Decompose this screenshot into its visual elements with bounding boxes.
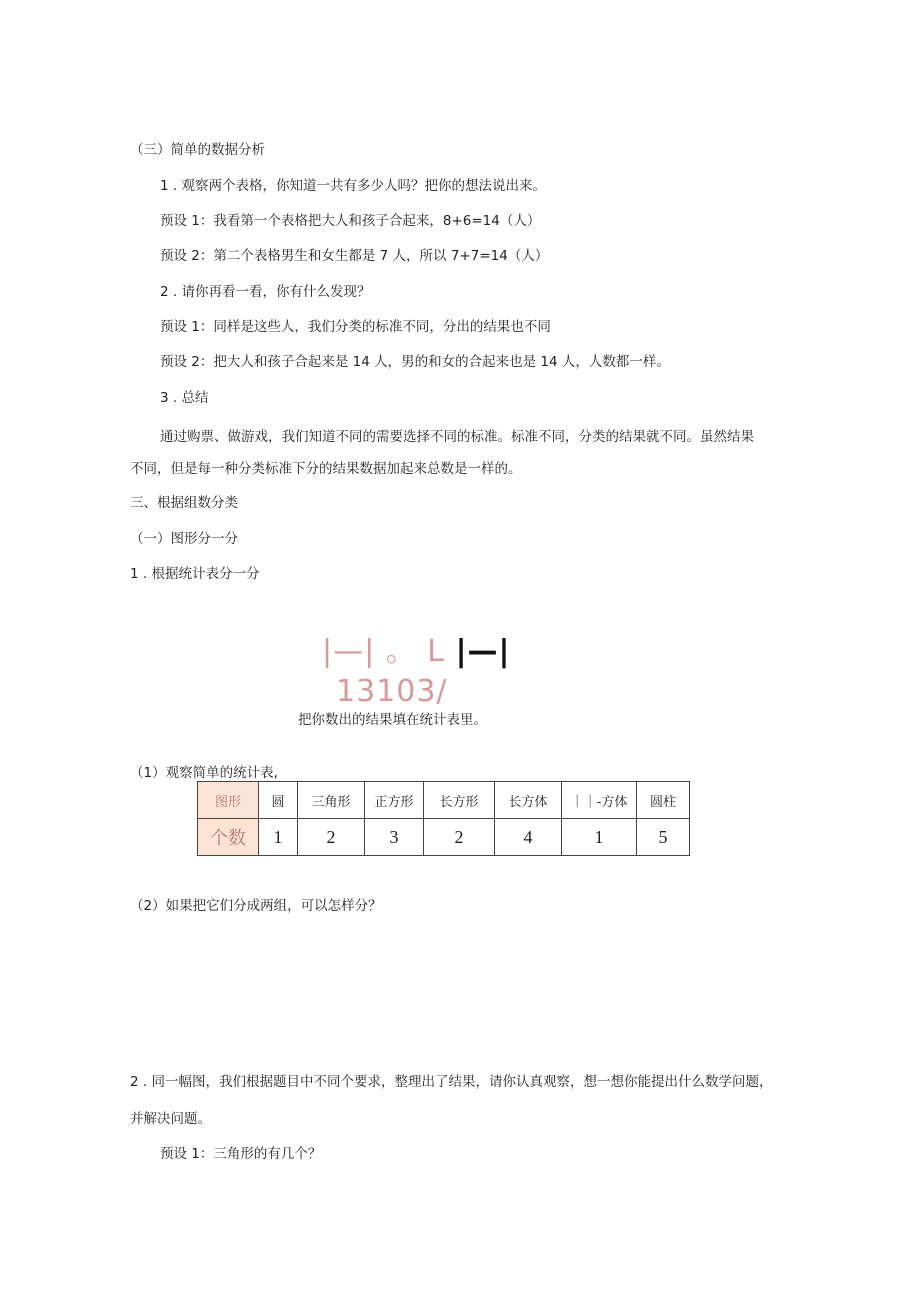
table-cell-cuboid: 长方体 bbox=[495, 782, 562, 819]
table-cell-count: 1 bbox=[562, 819, 637, 856]
chapter-heading: 三、根据组数分类 bbox=[130, 495, 238, 511]
table-cell-square: 正方形 bbox=[365, 782, 424, 819]
figure-text-part-3: 13103/ bbox=[336, 674, 448, 709]
table-intro: （1）观察简单的统计表, bbox=[130, 765, 278, 781]
shapes-figure bbox=[322, 632, 622, 709]
summary-paragraph-line-2: 不同，但是每一种分类标准下分的结果数据加起来总数是一样的。 bbox=[130, 461, 522, 477]
summary-paragraph-line-1: 通过购票、做游戏，我们知道不同的需要选择不同的标准。标准不同，分类的结果就不同。虽然结果 bbox=[160, 429, 754, 445]
table-cell-count: 4 bbox=[495, 819, 562, 856]
table-header-row bbox=[198, 782, 690, 819]
subsection-heading: （一）图形分一分 bbox=[130, 531, 238, 547]
summary-heading: 3 . 总结 bbox=[160, 390, 209, 406]
table-cell-triangle: 三角形 bbox=[298, 782, 365, 819]
table-cell-count: 2 bbox=[298, 819, 365, 856]
task-1-heading: 1 . 根据统计表分一分 bbox=[130, 566, 260, 582]
statistics-table bbox=[197, 781, 690, 856]
answer-1-preset-2: 预设 2：第二个表格男生和女生都是 7 人，所以 7+7=14（人） bbox=[160, 248, 549, 264]
figure-text-part-1: |—| 。 L bbox=[322, 634, 446, 669]
section-heading: （三）简单的数据分析 bbox=[130, 142, 265, 158]
figure-text-part-2: |—| bbox=[455, 634, 511, 669]
table-cell-count: 1 bbox=[259, 819, 298, 856]
table-cell-cylinder: 圆柱 bbox=[637, 782, 690, 819]
task-2-line-1: 2 . 同一幅图，我们根据题目中不同个要求，整理出了结果，请你认真观察，想一想你能提出什么数学问题， bbox=[130, 1074, 773, 1090]
answer-1-preset-1: 预设 1：我看第一个表格把大人和孩子合起来，8+6=14（人） bbox=[160, 213, 541, 229]
table-cell-count: 3 bbox=[365, 819, 424, 856]
question-2: 2 . 请你再看一看，你有什么发现？ bbox=[160, 284, 371, 300]
table-cell-circle: 圆 bbox=[259, 782, 298, 819]
answer-2-preset-1: 预设 1：同样是这些人，我们分类的标准不同，分出的结果也不同 bbox=[160, 319, 551, 335]
table-cell-rectangle: 长方形 bbox=[424, 782, 495, 819]
table-cell-cube: ｜｜-方体 bbox=[562, 782, 637, 819]
question-grouping: （2）如果把它们分成两组，可以怎样分？ bbox=[130, 898, 382, 914]
question-1: 1 . 观察两个表格，你知道一共有多少人吗？把你的想法说出来。 bbox=[160, 178, 546, 194]
task-2-preset-1: 预设 1：三角形的有几个？ bbox=[160, 1146, 322, 1162]
task-2-line-2: 并解决问题。 bbox=[130, 1111, 211, 1127]
table-cell-count: 5 bbox=[637, 819, 690, 856]
answer-2-preset-2: 预设 2：把大人和孩子合起来是 14 人，男的和女的合起来也是 14 人，人数都一样。 bbox=[160, 354, 670, 370]
table-count-row bbox=[198, 819, 690, 856]
table-cell-count: 2 bbox=[424, 819, 495, 856]
table-cell-count-label: 个数 bbox=[198, 819, 259, 856]
table-cell-shape-label: 图形 bbox=[198, 782, 259, 819]
figure-caption: 把你数出的结果填在统计表里。 bbox=[298, 712, 487, 728]
